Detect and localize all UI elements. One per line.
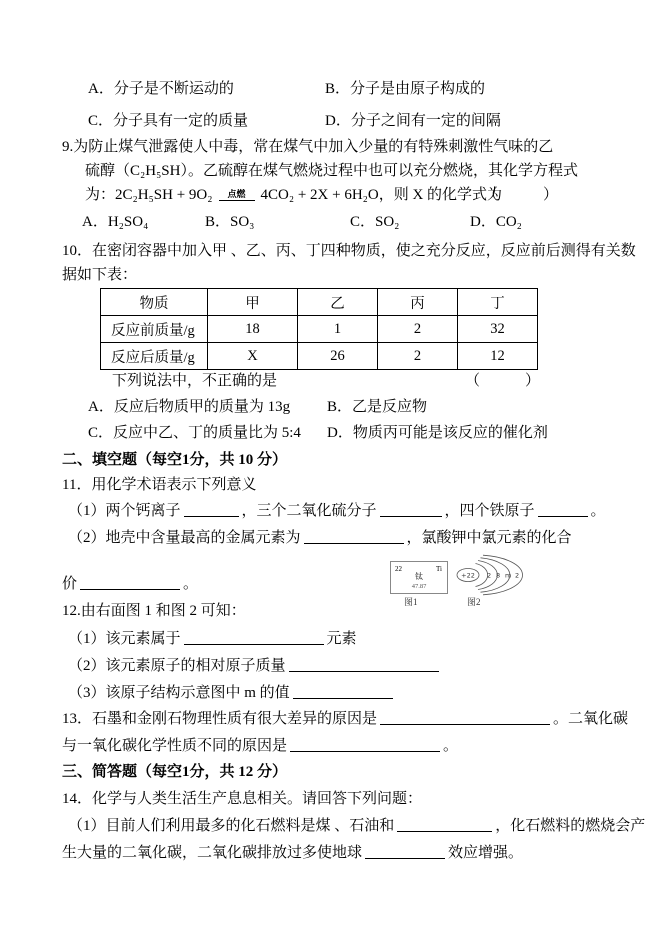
q12-item-2-text: （2）该元素原子的相对原子质量 [68,658,286,674]
table-cell: 1 [298,316,378,343]
element-name: 钛 [415,572,423,581]
q9-option-a: A．H₂SO₄ [82,214,149,230]
table-cell: 12 [458,343,538,370]
q12-item-3-text: （3）该原子结构示意图中 m 的值 [68,685,290,701]
table-cell: 2 [378,343,458,370]
q13-line-1-text: 。二氧化碳 [553,711,629,727]
element-symbol: Ti [436,565,442,573]
table-header-cell: 乙 [298,289,378,316]
ignite-condition-arrow: 点燃 [219,189,255,201]
q12-item-2 [68,656,442,676]
table-header-cell: 丁 [458,289,538,316]
q11-item-2 [68,528,572,548]
q14-item-1-cont-text: 生大量的二氧化碳，二氧化碳排放过多使地球 [62,845,363,861]
q9-answer-bracket: （ ） [483,187,559,203]
table-cell: X [208,343,298,370]
q11-item-2-cont-text: 。 [183,576,199,592]
shell-electron-count: 8 [496,571,501,580]
answer-blank [80,575,180,590]
table-cell: 26 [298,343,378,370]
q11-item-1-text: ，四个铁原子 [444,503,535,519]
table-cell: 18 [208,316,298,343]
q12-item-3 [68,683,396,703]
q11-item-2-text: ，氯酸钾中氯元素的化合 [406,530,572,546]
q12-item-1-text: （1）该元素属于 [68,631,181,647]
figure-1-caption: 图1 [404,597,418,607]
q14-stem: 14．化学与人类生活生产息息相关。请回答下列问题： [62,791,423,807]
q9-option-b: B．SO₃ [205,214,255,230]
table-cell: 反应前质量/g [101,316,208,343]
q11-item-1 [68,501,606,521]
q14-item-1 [68,816,645,836]
shell-electron-count: 2 [515,571,520,580]
q12-stem: 12.由右面图 1 和图 2 可知： [62,603,246,619]
q11-item-1-text: 。 [590,503,606,519]
figure-2-caption: 图2 [467,597,481,607]
table-cell: 2 [378,316,458,343]
q12-item-1-text: 元素 [326,631,357,647]
q8-option-b: B．分子是由原子构成的 [325,81,486,97]
q13-line-1 [62,709,628,729]
q10-option-d: D．物质丙可能是该反应的催化剂 [327,425,548,441]
answer-blank [293,684,393,699]
shell-electron-count: m [505,571,512,580]
q11-item-1-text: （1）两个钙离子 [68,503,181,519]
table-row [101,316,538,343]
q11-stem: 11．用化学术语表示下列意义 [62,477,257,493]
electron-shell-arc [476,564,488,587]
answer-blank [184,502,239,517]
answer-blank [184,630,324,645]
answer-blank [290,737,440,752]
answer-blank [380,502,442,517]
table-header-cell: 丙 [378,289,458,316]
answer-blank [365,844,445,859]
q9-equation-prefix: 为：2C₂H₅SH + 9O₂ [85,187,213,203]
q10-answer-bracket: （ ） [465,373,541,389]
q10-option-b: B．乙是反应物 [327,399,428,415]
q9-equation-suffix: 4CO₂ + 2X + 6H₂O，则 X 的化学式为 [260,187,503,203]
shell-electron-count: 2 [487,571,492,580]
q14-item-1-text: ，化石燃料的燃烧会产 [495,818,646,834]
q14-item-1-continued [62,843,523,863]
section-fill-in-title: 二、填空题（每空1分，共 10 分） [62,452,288,468]
table-header-cell: 甲 [208,289,298,316]
q11-item-2-cont-text: 价 [62,576,78,592]
q13-line-1-text: 13．石墨和金刚石物理性质有很大差异的原因是 [62,711,378,727]
q10-option-c: C．反应中乙、丁的质量比为 5:4 [88,425,301,441]
table-cell: 32 [458,316,538,343]
q11-item-2-continued [62,574,198,594]
q13-line-2 [62,736,458,756]
table-header-row [101,289,538,316]
q14-item-1-text: （1）目前人们利用最多的化石燃料是煤 、石油和 [68,818,395,834]
q12-item-1 [68,629,357,649]
q10-line-2: 据如下表： [62,267,138,283]
q10-stem: 下列说法中，不正确的是 [112,373,278,389]
q11-item-1-text: ，三个二氧化硫分子 [241,503,377,519]
answer-blank [304,529,404,544]
q9-line-2: 硫醇（C₂H₅SH）。乙硫醇在煤气燃烧过程中也可以充分燃烧，其化学方程式 [85,163,578,179]
q8-option-a: A．分子是不断运动的 [88,81,234,97]
q9-option-d: D．CO₂ [470,214,522,230]
answer-blank [289,657,439,672]
q8-option-c: C．分子具有一定的质量 [88,113,249,129]
q11-item-2-text: （2）地壳中含量最高的金属元素为 [68,530,301,546]
q10-line-1: 10．在密闭容器中加入甲 、乙、丙、丁四种物质，使之充分反应，反应前后测得有关数 [62,243,636,259]
table-row [101,343,538,370]
q10-option-a: A．反应后物质甲的质量为 13g [88,399,291,415]
q14-item-1-cont-text: 效应增强。 [448,845,524,861]
q8-option-d: D．分子之间有一定的间隔 [325,113,501,129]
atomic-mass: 47.87 [411,583,427,590]
figure-2-atomic-structure-diagram [455,553,525,597]
answer-blank [397,817,492,832]
section-short-answer-title: 三、简答题（每空1分，共 12 分） [62,764,288,780]
q10-data-table [100,288,538,370]
q9-option-c: C．SO₂ [350,214,400,230]
table-header-cell: 物质 [101,289,208,316]
q13-line-2-text: 。 [443,738,459,754]
answer-blank [538,502,588,517]
table-cell: 反应后质量/g [101,343,208,370]
q13-line-2-text: 与一氧化碳化学性质不同的原因是 [62,738,288,754]
answer-blank [380,710,550,725]
figure-1-element-box [390,561,448,594]
q9-line-1: 9.为防止煤气泄露使人中毒，常在煤气中加入少量的有特殊刺激性气味的乙 [62,139,554,155]
nucleus-charge: +22 [461,571,475,580]
atomic-number: 22 [395,565,402,573]
q9-equation-line [85,185,661,205]
